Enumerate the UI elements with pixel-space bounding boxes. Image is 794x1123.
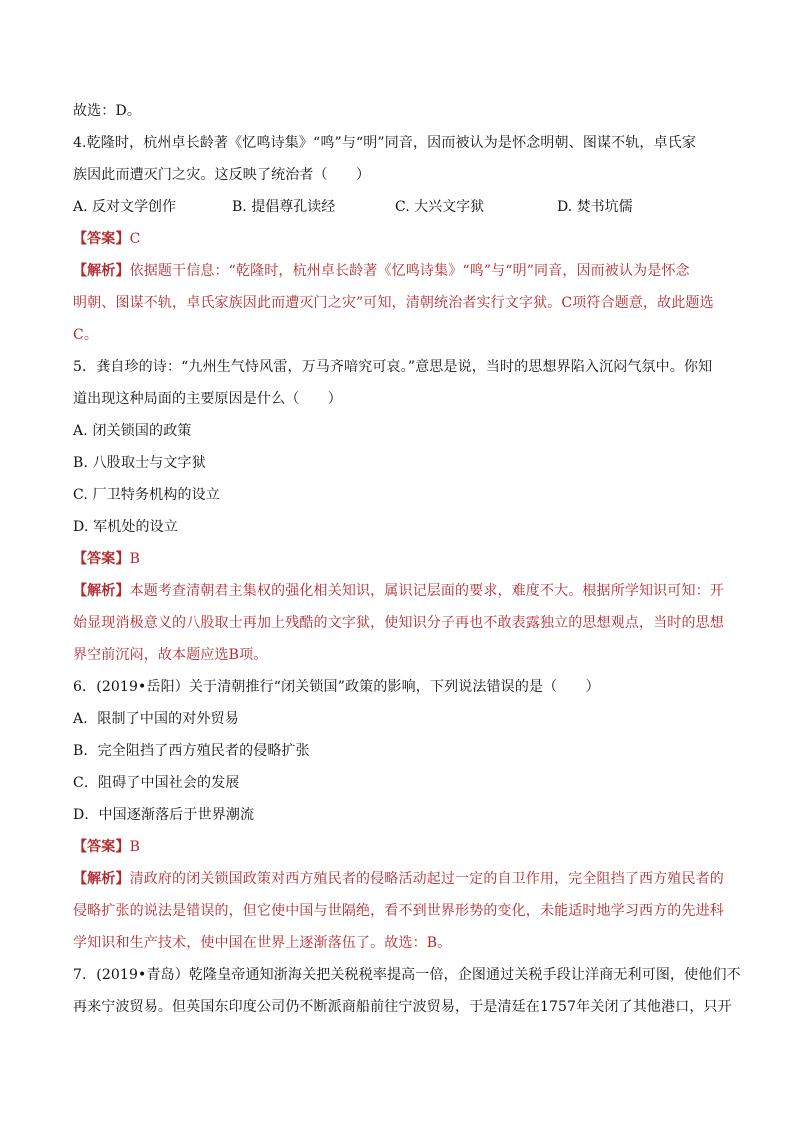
analysis-text: 清政府的闭关锁国政策对西方殖民者的侵略活动起过一定的自卫作用，完全阻挡了西方殖民者的 — [129, 871, 724, 887]
q5-option-c: C. 厂卫特务机构的设立 — [73, 487, 220, 503]
answer-value: B — [129, 839, 141, 855]
q5-answer — [73, 549, 725, 569]
q5-stem-line-1: 5．龚自珍的诗：“九州生气恃风雷，万马齐喑究可哀。”意思是说，当时的思想界陷入沉闷气氛中。你知 — [73, 359, 713, 375]
answer-value: B — [129, 551, 141, 567]
answer-value: C — [129, 231, 141, 247]
q4-option-b: B. 提倡尊孔读经 — [232, 199, 336, 215]
analysis-label: 【解析】 — [73, 871, 130, 887]
q5-analysis-line-3: 界空前沉闷，故本题应选B项。 — [73, 647, 268, 663]
prev-conclusion: 故选：D。 — [73, 103, 141, 119]
q5-option-b: B. 八股取士与文字狱 — [73, 455, 206, 471]
q6-option-d: D．中国逐渐落后于世界潮流 — [73, 807, 255, 823]
q4-answer — [73, 229, 725, 249]
analysis-text: 本题考查清朝君主集权的强化相关知识，属识记层面的要求，难度不大。根据所学知识可知：开 — [129, 583, 724, 599]
q4-option-a: A. 反对文学创作 — [73, 199, 177, 215]
q6-option-a: A．限制了中国的对外贸易 — [73, 711, 239, 727]
answer-label: 【答案】 — [73, 839, 130, 855]
q4-option-c: C. 大兴文字狱 — [395, 199, 485, 215]
q4-option-d: D. 焚书坑儒 — [557, 199, 633, 215]
q5-analysis-line-1 — [73, 581, 725, 601]
q6-analysis-line-3: 学知识和生产技术，使中国在世界上逐渐落伍了。故选：B。 — [73, 935, 452, 951]
q6-stem: 6．(2019•岳阳）关于清朝推行“闭关锁国”政策的影响，下列说法错误的是（ ） — [73, 679, 600, 695]
answer-label: 【答案】 — [73, 231, 130, 247]
q4-analysis-line-2: 明朝、图谋不轨，卓氏家族因此而遭灭门之灾”可知，清朝统治者实行文字狱。C项符合题意，故此题选 — [73, 295, 714, 311]
q5-option-d: D. 军机处的设立 — [73, 519, 178, 535]
q6-answer — [73, 837, 725, 857]
q7-stem-line-2: 再来宁波贸易。但英国东印度公司仍不断派商船前往宁波贸易，于是清廷在1757年关闭了其他港口，只开 — [73, 999, 732, 1015]
q6-option-c: C．阻碍了中国社会的发展 — [73, 775, 240, 791]
q5-stem-line-2: 道出现这种局面的主要原因是什么（ ） — [73, 391, 342, 407]
q4-analysis-line-3: C。 — [73, 327, 99, 343]
analysis-text: 依据题干信息：“乾隆时，杭州卓长龄著《忆鸣诗集》“鸣”与“明”同音，因而被认为是怀念 — [129, 263, 690, 279]
q5-analysis-line-2: 始显现消极意义的八股取士再加上残酷的文字狱，使知识分子再也不敢表露独立的思想观点，当时的思想 — [73, 615, 724, 631]
q6-analysis-line-1 — [73, 869, 725, 889]
answer-label: 【答案】 — [73, 551, 130, 567]
q6-analysis-line-2: 侵略扩张的说法是错误的，但它使中国与世隔绝，看不到世界形势的变化，未能适时地学习西方的先进科 — [73, 903, 724, 919]
q4-stem-line-2: 族因此而遭灭门之灾。这反映了统治者（ ） — [73, 167, 371, 183]
q6-option-b: B．完全阻挡了西方殖民者的侵略扩张 — [73, 743, 310, 759]
q5-option-a: A. 闭关锁国的政策 — [73, 423, 192, 439]
q4-analysis-line-1 — [73, 261, 725, 281]
q7-stem-line-1: 7．(2019•青岛）乾隆皇帝通知浙海关把关税税率提高一倍，企图通过关税手段让洋商无利可图，使他们不 — [73, 967, 741, 983]
q4-stem-line-1: 4.乾隆时，杭州卓长龄著《忆鸣诗集》“鸣”与“明”同音，因而被认为是怀念明朝、图谋不轨，卓氏家 — [73, 135, 697, 151]
analysis-label: 【解析】 — [73, 263, 130, 279]
analysis-label: 【解析】 — [73, 583, 130, 599]
